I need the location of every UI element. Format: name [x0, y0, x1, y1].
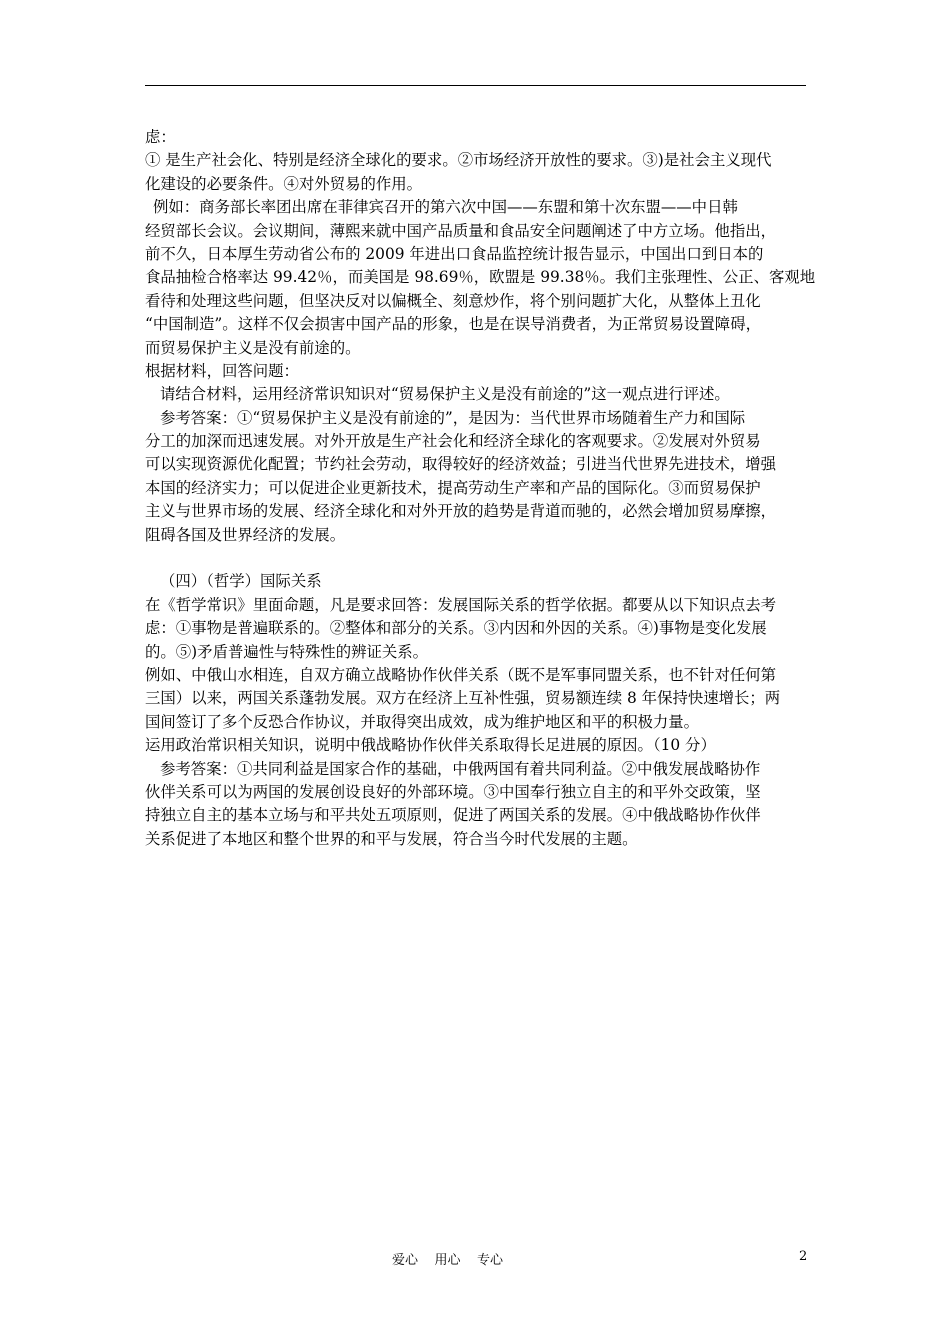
- text-line: 主义与世界市场的发展、经济全球化和对外开放的趋势是背道而驰的，必然会增加贸易摩擦，: [145, 502, 777, 521]
- page-number: 2: [799, 1249, 808, 1264]
- text-line: 看待和处理这些问题，但坚决反对以偏概全、刻意炒作，将个别问题扩大化，从整体上丑化: [145, 291, 761, 310]
- text-line: 例如、中俄山水相连，自双方确立战略协作伙伴关系（既不是军事同盟关系，也不针对任何第: [145, 665, 777, 684]
- text-line: 化建设的必要条件。④对外贸易的作用。: [145, 174, 423, 193]
- document-body: [145, 126, 817, 851]
- footer-motto: 爱心 用心 专心: [392, 1253, 504, 1268]
- answer-paragraph-line: 参考答案：①共同利益是国家合作的基础，中俄两国有着共同利益。②中俄发展战略协作: [160, 759, 761, 778]
- text-line: 虑：: [145, 128, 176, 146]
- text-line: 阻碍各国及世界经济的发展。: [145, 525, 346, 544]
- text-line: 而贸易保护主义是没有前途的。: [145, 338, 361, 357]
- text-line: 的。⑤)矛盾普遍性与特殊性的辨证关系。: [145, 642, 429, 661]
- text-line: “中国制造”。这样不仅会损害中国产品的形象，也是在误导消费者，为正常贸易设置障碍，: [145, 315, 761, 334]
- text-line: ① 是生产社会化、特别是经济全球化的要求。②市场经济开放性的要求。③)是社会主义现代: [145, 151, 772, 170]
- text-line: 食品抽检合格率达 99.42％，而美国是 98.69％，欧盟是 99.38％。我们主张理性、公正、客观地: [145, 268, 816, 287]
- text-line: 根据材料，回答问题：: [145, 361, 299, 380]
- blank-line: [145, 547, 817, 570]
- text-line: 本国的经济实力；可以促进企业更新技术，提高劳动生产率和产品的国际化。③而贸易保护: [145, 478, 761, 497]
- text-line: 在《哲学常识》里面命题，凡是要求回答：发展国际关系的哲学依据。都要从以下知识点去考: [145, 595, 777, 614]
- section-heading: （四）（哲学）国际关系: [160, 572, 322, 591]
- text-line: 国间签订了多个反恐合作协议，并取得突出成效，成为维护地区和平的积极力量。: [145, 712, 700, 731]
- text-line: 分工的加深而迅速发展。对外开放是生产社会化和经济全球化的客观要求。②发展对外贸易: [145, 432, 761, 451]
- answer-paragraph-line: 参考答案：①“贸易保护主义是没有前途的”，是因为：当代世界市场随着生产力和国际: [160, 408, 746, 427]
- text-line: 关系促进了本地区和整个世界的和平与发展，符合当今时代发展的主题。: [145, 829, 638, 848]
- header-rule: [145, 85, 806, 86]
- text-line: 前不久，日本厚生劳动省公布的 2009 年进出口食品监控统计报告显示，中国出口到日本的: [145, 244, 764, 263]
- text-line: 三国）以来，两国关系蓬勃发展。双方在经济上互补性强，贸易额连续 8 年保持快速增长；两: [145, 689, 781, 708]
- page-footer: [0, 1249, 950, 1269]
- example-paragraph-line: 例如：商务部长率团出席在菲律宾召开的第六次中国——东盟和第十次东盟——中日韩: [153, 198, 738, 217]
- text-line: 持独立自主的基本立场与和平共处五项原则，促进了两国关系的发展。④中俄战略协作伙伴: [145, 806, 761, 825]
- text-line: 虑：①事物是普遍联系的。②整体和部分的关系。③内因和外因的关系。④)事物是变化发展: [145, 619, 767, 638]
- text-line: 伙伴关系可以为两国的发展创设良好的外部环境。③中国奉行独立自主的和平外交政策，坚: [145, 782, 761, 801]
- question-line: 运用政治常识相关知识，说明中俄战略协作伙伴关系取得长足进展的原因。（10 分）: [145, 736, 716, 755]
- text-line: 可以实现资源优化配置；节约社会劳动，取得较好的经济效益；引进当代世界先进技术，增强: [145, 455, 777, 474]
- text-line: 经贸部长会议。会议期间，薄熙来就中国产品质量和食品安全问题阐述了中方立场。他指出，: [145, 221, 777, 240]
- question-line: 请结合材料，运用经济常识知识对“贸易保护主义是没有前途的”这一观点进行评述。: [160, 385, 730, 404]
